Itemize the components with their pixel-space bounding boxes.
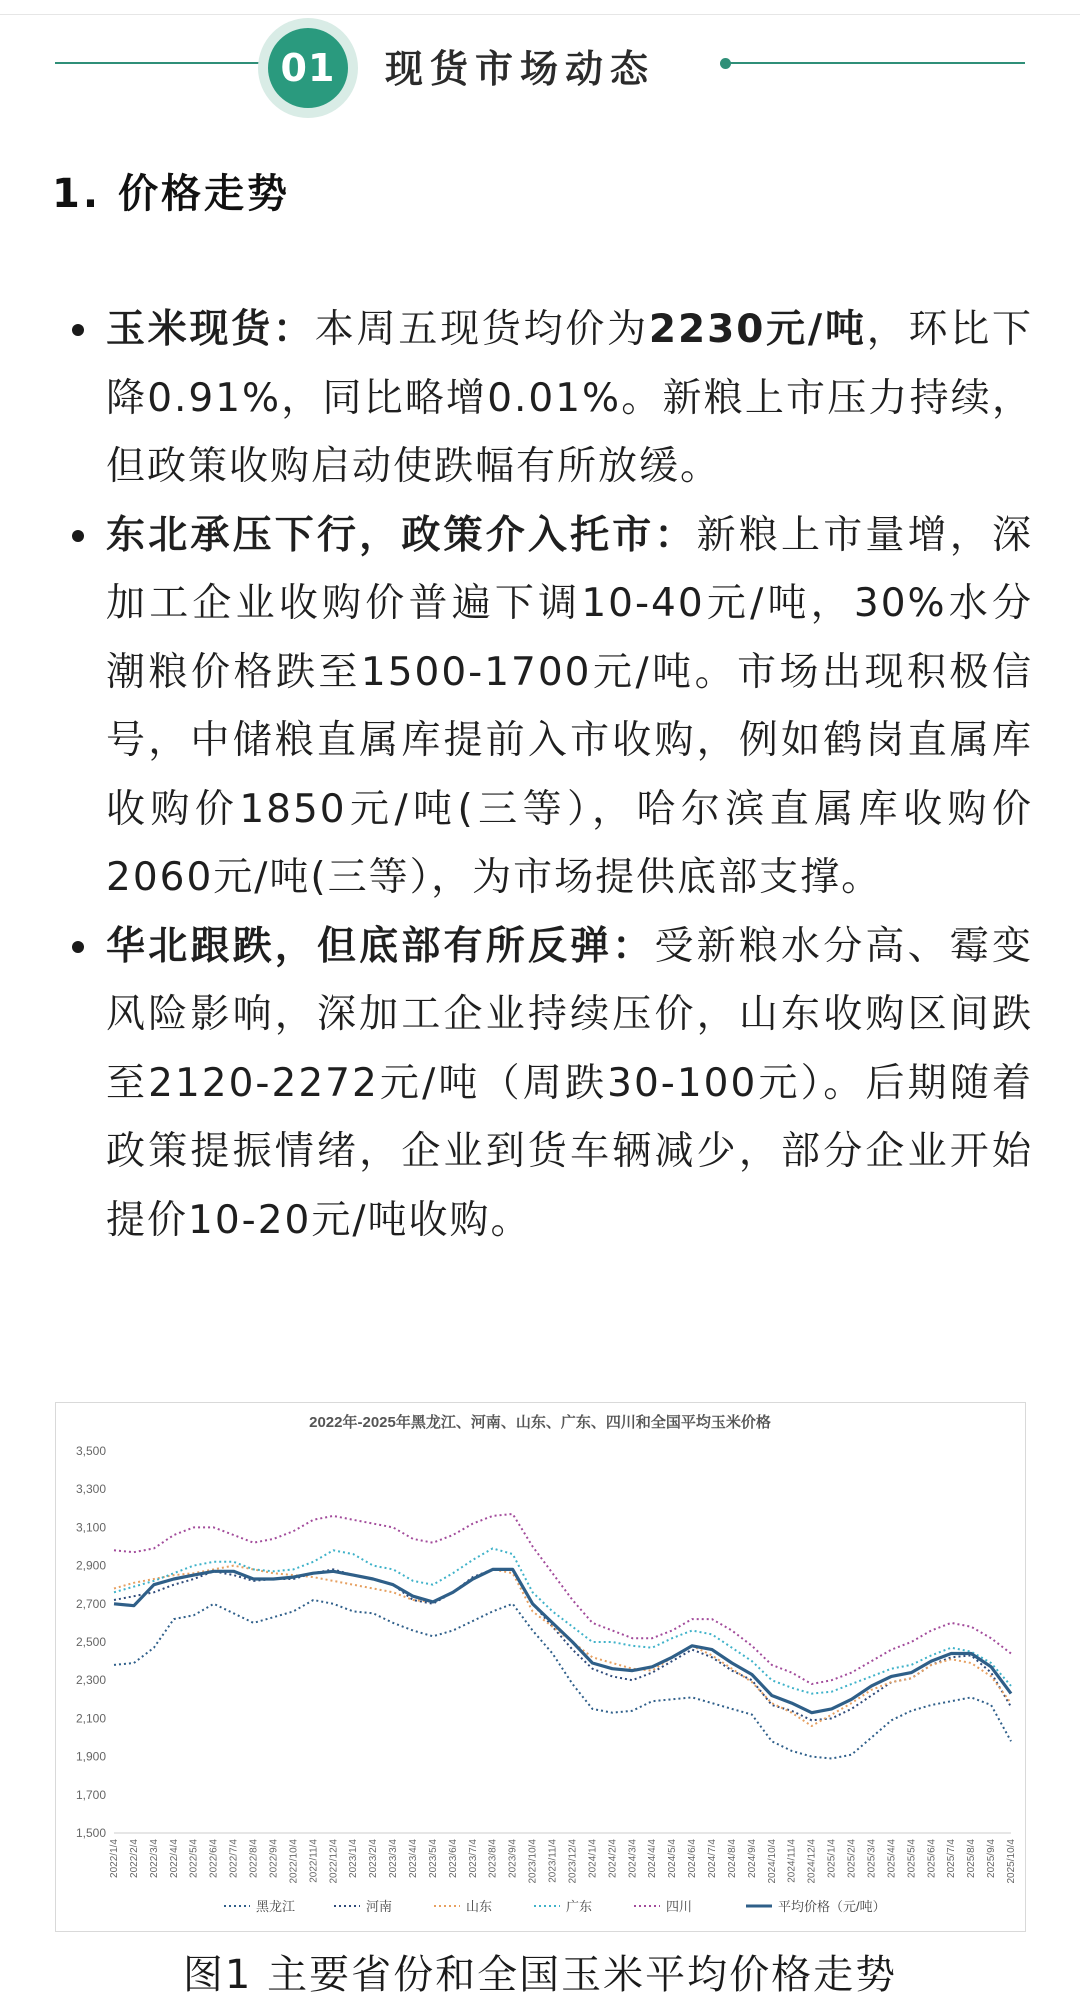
- x-tick-label: 2023/11/4: [547, 1839, 559, 1883]
- x-tick-label: 2023/4/4: [408, 1839, 419, 1878]
- x-tick-label: 2023/5/4: [427, 1839, 439, 1878]
- y-tick-label: 3,300: [75, 1482, 106, 1497]
- x-tick-label: 2025/2/4: [846, 1839, 858, 1878]
- x-tick-label: 2024/9/4: [746, 1839, 758, 1878]
- y-tick-label: 1,500: [75, 1826, 106, 1840]
- series-line-0: [114, 1600, 1011, 1759]
- bullet-text: 本周五现货均价为: [314, 307, 649, 352]
- x-tick-label: 2024/7/4: [707, 1839, 718, 1878]
- legend-label: 广东: [566, 1899, 593, 1914]
- x-tick-label: 2024/10/4: [766, 1839, 778, 1884]
- x-tick-label: 2025/7/4: [946, 1839, 958, 1878]
- x-tick-label: 2024/1/4: [587, 1839, 599, 1878]
- x-tick-label: 2022/5/4: [188, 1839, 200, 1878]
- x-tick-label: 2022/7/4: [228, 1839, 240, 1878]
- header-line-right: [722, 62, 1025, 64]
- price-chart: [55, 1402, 1026, 1932]
- y-tick-label: 1,700: [75, 1787, 106, 1802]
- x-tick-label: 2024/8/4: [726, 1839, 738, 1878]
- bullet-lead: 东北承压下行，政策介入托市：: [106, 512, 697, 558]
- price-chart-svg: [56, 1403, 1025, 1931]
- x-tick-label: 2022/4/4: [168, 1839, 180, 1878]
- bullet-text: 新粮上市量增，深加工企业收购价普遍下调10-40元/吨，30%水分潮粮价格跌至1500-1700元/吨。市场出现积极信号，中储粮直属库提前入市收购，例如鹤岗直属库收购价1850元/吨(三等），哈尔滨直属库收购价2060元/吨(三等），为市场提供底部支撑。: [106, 512, 1033, 900]
- x-tick-label: 2024/11/4: [786, 1839, 798, 1883]
- x-tick-label: 2022/9/4: [268, 1839, 280, 1878]
- section-number-badge: 01: [268, 28, 348, 108]
- sub-heading: 1. 价格走势: [52, 171, 290, 217]
- x-tick-label: 2023/6/4: [447, 1839, 459, 1878]
- x-tick-label: 2024/5/4: [667, 1839, 679, 1878]
- x-tick-label: 2025/1/4: [826, 1839, 838, 1878]
- series-line-2: [114, 1566, 1011, 1726]
- bullet-text: ，环比下降0.91%，同比略增0.01%。新粮上市压力持续，但政策收购启动使跌幅有所放缓。: [106, 307, 1033, 489]
- x-tick-label: 2025/5/4: [906, 1839, 918, 1878]
- x-tick-label: 2024/6/4: [687, 1839, 699, 1878]
- y-tick-label: 2,100: [75, 1711, 106, 1726]
- section-header: [0, 18, 1080, 118]
- x-tick-label: 2022/12/4: [328, 1839, 340, 1884]
- bullet-item-north-china: [58, 913, 1033, 1256]
- bullet-lead: 华北跟跌，但底部有所反弹：: [106, 923, 655, 969]
- top-divider: [0, 0, 1080, 15]
- bullet-lead: 玉米现货：: [106, 307, 315, 352]
- legend-label: 河南: [366, 1899, 393, 1914]
- bullet-list: [58, 296, 1033, 1255]
- legend-label: 平均价格（元/吨）: [778, 1899, 886, 1914]
- x-tick-label: 2023/12/4: [567, 1839, 579, 1884]
- x-tick-label: 2022/11/4: [308, 1839, 320, 1883]
- figure-caption: 图1 主要省份和全国玉米平均价格走势: [182, 1952, 898, 1998]
- bullet-highlight-price: 2230元/吨: [648, 307, 867, 352]
- x-tick-label: 2023/1/4: [348, 1839, 360, 1878]
- y-tick-label: 2,700: [75, 1596, 106, 1611]
- x-tick-label: 2022/6/4: [208, 1839, 220, 1878]
- x-tick-label: 2022/1/4: [109, 1839, 120, 1878]
- y-tick-label: 2,900: [75, 1558, 106, 1573]
- x-tick-label: 2025/6/4: [926, 1839, 938, 1878]
- series-line-3: [114, 1548, 1011, 1693]
- y-tick-label: 2,300: [75, 1673, 106, 1688]
- x-tick-label: 2023/10/4: [527, 1839, 539, 1884]
- y-tick-label: 3,500: [75, 1444, 106, 1458]
- y-tick-label: 2,500: [75, 1635, 106, 1649]
- legend-label: 四川: [666, 1899, 693, 1914]
- x-tick-label: 2025/9/4: [986, 1839, 998, 1878]
- y-tick-label: 3,100: [75, 1520, 106, 1535]
- series-line-4: [114, 1514, 1011, 1684]
- x-tick-label: 2022/3/4: [148, 1839, 160, 1878]
- x-tick-label: 2023/8/4: [487, 1839, 499, 1878]
- x-tick-label: 2023/7/4: [467, 1839, 479, 1878]
- x-tick-label: 2023/9/4: [507, 1839, 519, 1878]
- chart-title: 2022年-2025年黑龙江、河南、山东、广东、四川和全国平均玉米价格: [309, 1414, 771, 1431]
- x-tick-label: 2025/10/4: [1006, 1839, 1017, 1884]
- y-tick-label: 1,900: [75, 1749, 106, 1764]
- x-tick-label: 2025/4/4: [886, 1839, 898, 1878]
- x-tick-label: 2022/8/4: [248, 1839, 260, 1878]
- x-tick-label: 2023/3/4: [388, 1839, 400, 1878]
- header-line-left: [55, 62, 265, 64]
- x-tick-label: 2024/4/4: [647, 1839, 659, 1878]
- section-title: 现货市场动态: [385, 47, 656, 91]
- x-tick-label: 2022/2/4: [128, 1839, 140, 1878]
- legend-label: 黑龙江: [256, 1899, 296, 1914]
- x-tick-label: 2024/12/4: [806, 1839, 818, 1884]
- bullet-text: 受新粮水分高、霉变风险影响，深加工企业持续压价，山东收购区间跌至2120-2272元/吨（周跌30-100元）。后期随着政策提振情绪，企业到货车辆减少，部分企业开始提价10-20元/吨收购。: [106, 923, 1033, 1243]
- series-line-5: [114, 1569, 1011, 1712]
- bullet-item-corn-spot: [58, 296, 1033, 502]
- series-line-1: [114, 1569, 1011, 1720]
- x-tick-label: 2025/3/4: [866, 1839, 878, 1878]
- legend-label: 山东: [466, 1899, 493, 1914]
- x-tick-label: 2024/3/4: [627, 1839, 639, 1878]
- x-tick-label: 2023/2/4: [368, 1839, 380, 1878]
- x-tick-label: 2024/2/4: [607, 1839, 619, 1878]
- bullet-item-northeast: [58, 502, 1033, 913]
- x-tick-label: 2022/10/4: [288, 1839, 300, 1884]
- x-tick-label: 2025/8/4: [966, 1839, 978, 1878]
